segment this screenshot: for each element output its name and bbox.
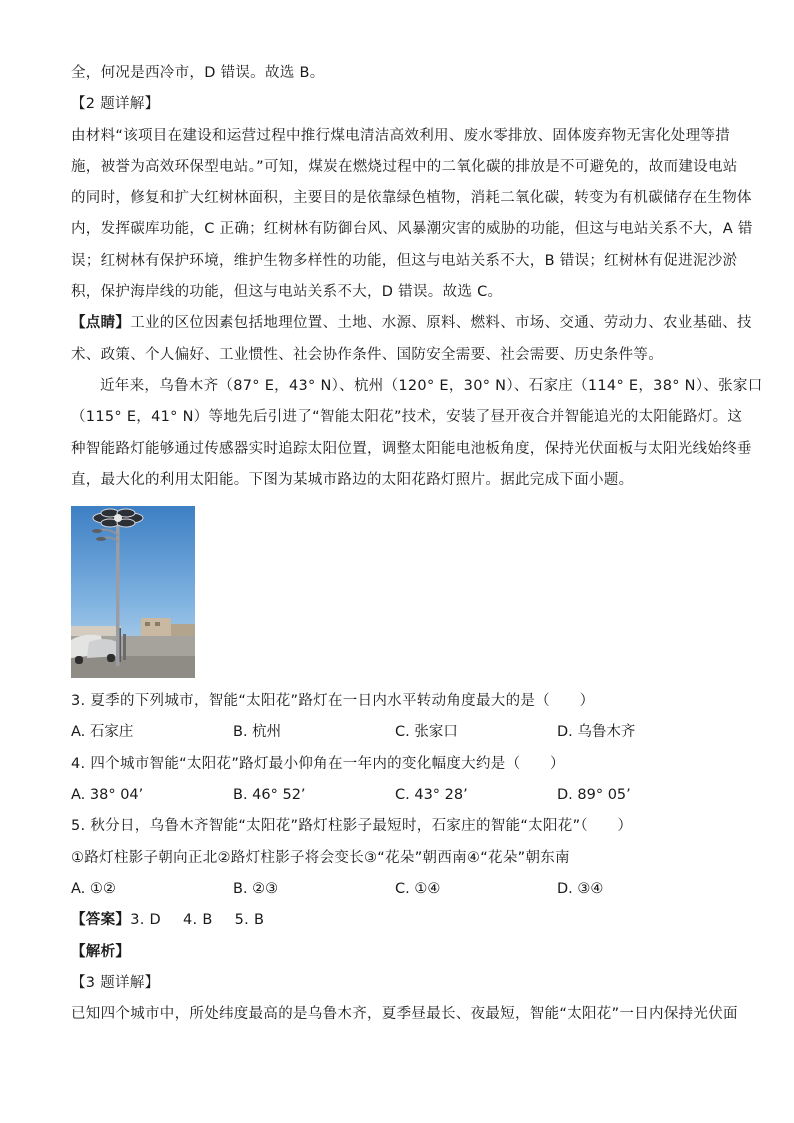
question-5-options [71, 874, 721, 905]
question-4-stem: 4. 四个城市智能“太阳花”路灯最小仰角在一年内的变化幅度大约是（ ） [71, 755, 565, 772]
text-line: 积，保护海岸线的功能，但这与电站关系不大，D 错误。故选 C。 [71, 284, 503, 301]
question-4-options [71, 780, 721, 811]
dianjing-text: 工业的区位因素包括地理位置、土地、水源、原料、燃料、市场、交通、劳动力、农业基础、技 [130, 315, 752, 332]
option-a[interactable]: A. 石家庄 [71, 724, 134, 741]
passage-line: （115° E，41° N）等地先后引进了“智能太阳花”技术，安装了昼开夜合并智能追光的太阳能路灯。这 [71, 409, 743, 426]
text-line: 术、政策、个人偏好、工业惯性、社会协作条件、国防安全需要、社会需要、历史条件等。 [71, 346, 663, 363]
text-line: 由材料“该项目在建设和运营过程中推行煤电清洁高效利用、废水零排放、固体废弃物无害化处理等措 [71, 127, 731, 144]
option-d[interactable]: D. 89° 05’ [557, 787, 631, 804]
passage-line: 近年来，乌鲁木齐（87° E，43° N）、杭州（120° E，30° N）、石家庄（114° E，38° N）、张家口 [100, 377, 763, 394]
document-page [71, 58, 763, 1030]
passage-line: 直，最大化的利用太阳能。下图为某城市路边的太阳花路灯照片。据此完成下面小题。 [71, 471, 634, 488]
answer-item: 4. B [183, 912, 213, 929]
option-c[interactable]: C. 张家口 [395, 724, 458, 741]
dianjing-line [71, 308, 752, 339]
text-line: 误；红树林有保护环境，维护生物多样性的功能，但这与电站关系不大，B 错误；红树林有促进泥沙淤 [71, 252, 738, 269]
option-a[interactable]: A. ①② [71, 880, 116, 897]
answer-item: 3. D [130, 912, 162, 929]
text-line: 内，发挥碳库功能，C 正确；红树林有防御台风、风暴潮灾害的威胁的功能，但这与电站关系不大，A 错 [71, 221, 753, 238]
analysis-heading: 【解析】 [71, 943, 131, 960]
dianjing-label: 【点睛】 [71, 315, 131, 332]
answer-item: 5. B [234, 912, 265, 929]
option-b[interactable]: B. ②③ [233, 880, 279, 897]
option-c[interactable]: C. 43° 28’ [395, 787, 468, 804]
option-a[interactable]: A. 38° 04’ [71, 787, 144, 804]
option-c[interactable]: C. ①④ [395, 880, 441, 897]
question-3-options [71, 717, 721, 748]
text-line: 全，何况是西冷市，D 错误。故选 B。 [71, 65, 325, 81]
section-heading: 【2 题详解】 [71, 96, 160, 113]
text-line: 已知四个城市中，所处纬度最高的是乌鲁木齐，夏季昼最长、夜最短，智能“太阳花”一日内保持光伏面 [71, 1006, 738, 1023]
option-b[interactable]: B. 杭州 [233, 724, 282, 741]
answer-label: 【答案】 [71, 912, 131, 929]
text-line: 的同时，修复和扩大红树林面积，主要目的是依靠绿色植物，消耗二氧化碳，转变为有机碳储存在生物体 [71, 190, 752, 207]
option-b[interactable]: B. 46° 52’ [233, 787, 306, 804]
passage-line: 种智能路灯能够通过传感器实时追踪太阳位置，调整太阳能电池板角度，保持光伏面板与太阳光线始终垂 [71, 440, 752, 457]
option-d[interactable]: D. ③④ [557, 880, 604, 897]
answer-line [71, 905, 721, 936]
detail-3-heading: 【3 题详解】 [71, 974, 160, 991]
question-3-stem: 3. 夏季的下列城市，智能“太阳花”路灯在一日内水平转动角度最大的是（ ） [71, 693, 595, 710]
text-line: 施，被誉为高效环保型电站。”可知，煤炭在燃烧过程中的二氧化碳的排放是不可避免的，故而建设电站 [71, 158, 738, 175]
solar-flower-streetlight-photo [71, 506, 195, 678]
question-5-statements: ①路灯柱影子朝向正北②路灯柱影子将会变长③“花朵”朝西南④“花朵”朝东南 [71, 849, 570, 866]
option-d[interactable]: D. 乌鲁木齐 [557, 724, 636, 741]
question-5-stem: 5. 秋分日，乌鲁木齐智能“太阳花”路灯柱影子最短时，石家庄的智能“太阳花”（ ） [71, 818, 633, 835]
